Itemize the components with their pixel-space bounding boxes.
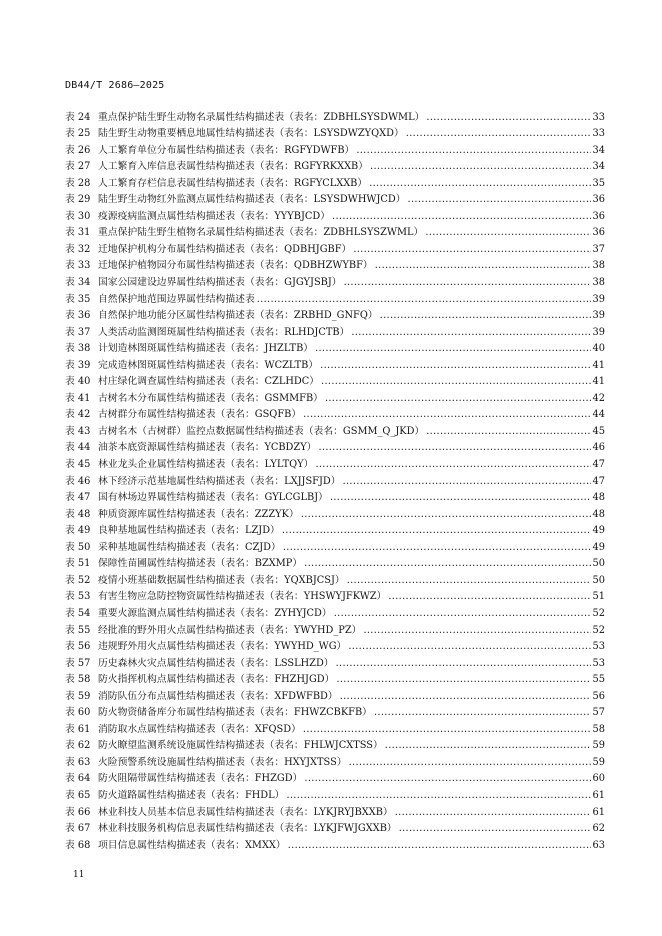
toc-entry-title: 迁地保护植物园分布属性结构描述表（表名：QDBHZWYBF） <box>98 260 373 272</box>
toc-entry-number: 表 49 <box>65 525 91 537</box>
toc-entry-number: 表 62 <box>65 740 91 752</box>
toc-entry-page: 44 <box>592 409 605 421</box>
toc-entry-title: 陆生野生动物红外监测点属性结构描述表（表名：LSYSDWHWJCD） <box>98 194 406 206</box>
toc-entry-page: 50 <box>592 558 605 570</box>
toc-entry-page: 49 <box>592 541 605 553</box>
toc-entry-title: 人工繁育入库信息表属性结构描述表（表名：RGFYRKXXB） <box>98 161 369 173</box>
toc-entry-title: 村庄绿化调查属性结构描述表（表名：CZLHDC） <box>98 376 320 388</box>
toc-entry-title: 油茶本底资源属性结构描述表（表名：YCBDZY） <box>98 442 317 454</box>
toc-entry-number: 表 59 <box>65 690 91 702</box>
toc-leader-dots <box>303 723 591 736</box>
toc-leader-dots <box>321 375 590 388</box>
toc-entry-page: 36 <box>592 210 605 222</box>
toc-entry-page: 53 <box>592 641 605 653</box>
toc-leader-dots <box>301 508 591 521</box>
toc-entry-page: 62 <box>592 823 605 835</box>
toc-entry-page: 61 <box>592 806 605 818</box>
toc-entry-number: 表 27 <box>65 161 91 173</box>
toc-entry-number: 表 34 <box>65 277 91 289</box>
toc-leader-dots <box>356 144 590 157</box>
toc-entry-title: 林业龙头企业属性结构描述表（表名：LYLTQY） <box>98 459 314 471</box>
toc-entry-title: 采种基地属性结构描述表（表名：CZJD） <box>98 541 281 553</box>
toc-entry-title: 种质资源库属性结构描述表（表名：ZZZYK） <box>98 508 299 520</box>
toc-entry-title: 林业科技服务机构信息表属性结构描述表（表名：LYKJFWJGXXB） <box>98 823 397 835</box>
toc-leader-dots <box>370 160 590 173</box>
toc-entry-title: 重点保护陆生野生动物名录属性结构描述表（表名：ZDBHLSYSDWML） <box>98 111 425 123</box>
toc-entry[interactable] <box>65 537 605 554</box>
toc-entry-title: 有害生物应急防控物资属性结构描述表（表名：YHSWYJFKWZ） <box>98 591 387 603</box>
toc-entry[interactable] <box>65 637 605 654</box>
document-header: DB44/T 2686—2025 <box>65 80 165 91</box>
toc-leader-dots <box>325 392 591 405</box>
toc-entry-number: 表 65 <box>65 789 91 801</box>
toc-entry[interactable] <box>65 190 605 207</box>
toc-entry-page: 61 <box>592 789 605 801</box>
toc-entry-number: 表 68 <box>65 839 91 851</box>
toc-entry-title: 消防队伍分布点属性结构描述表（表名：XFDWFBD） <box>98 690 338 702</box>
toc-entry-number: 表 55 <box>65 624 91 636</box>
toc-leader-dots <box>336 673 590 686</box>
toc-entry-number: 表 28 <box>65 177 91 189</box>
toc-entry-number: 表 60 <box>65 707 91 719</box>
toc-leader-dots <box>399 822 591 835</box>
toc-entry-page: 40 <box>592 343 605 355</box>
toc-leader-dots <box>330 491 591 504</box>
toc-entry-page: 60 <box>592 773 605 785</box>
toc-entry-page: 59 <box>592 756 605 768</box>
toc-leader-dots <box>408 193 591 206</box>
toc-entry-number: 表 47 <box>65 492 91 504</box>
toc-entry[interactable] <box>65 107 605 124</box>
toc-leader-dots <box>349 756 591 769</box>
toc-entry-page: 63 <box>592 839 605 851</box>
toc-entry-title: 防火瞭望监测系统设施属性结构描述表（表名：FHLWJCXTSS） <box>98 740 383 752</box>
toc-leader-dots <box>336 657 591 670</box>
toc-entry-page: 37 <box>592 243 605 255</box>
toc-entry-number: 表 61 <box>65 723 91 735</box>
toc-entry[interactable] <box>65 554 605 571</box>
toc-entry-title: 历史森林火灾点属性结构描述表（表名：LSSLHZD） <box>98 657 334 669</box>
toc-entry-page: 38 <box>592 260 605 272</box>
toc-leader-dots <box>320 359 590 372</box>
table-of-contents <box>65 107 605 852</box>
toc-entry-page: 39 <box>592 310 605 322</box>
toc-entry-title: 经批准的野外用火点属性结构描述表（表名：YWYHD_PZ） <box>98 624 362 636</box>
toc-entry-title: 消防取水点属性结构描述表（表名：XFQSD） <box>98 723 301 735</box>
toc-entry-title: 陆生野生动物重要栖息地属性结构描述表（表名：LSYSDWZYQXD） <box>98 128 404 140</box>
toc-entry-page: 39 <box>592 293 605 305</box>
toc-leader-dots <box>375 259 591 272</box>
toc-leader-dots <box>340 690 591 703</box>
toc-entry-page: 59 <box>592 740 605 752</box>
toc-entry-title: 防火阻隔带属性结构描述表（表名：FHZGD） <box>98 773 303 785</box>
toc-entry-page: 48 <box>592 508 605 520</box>
toc-entry[interactable] <box>65 769 605 786</box>
toc-entry-page: 35 <box>592 177 605 189</box>
toc-leader-dots <box>426 425 590 438</box>
toc-entry-page: 47 <box>592 475 605 487</box>
toc-entry[interactable] <box>65 223 605 240</box>
toc-entry[interactable] <box>65 206 605 223</box>
toc-entry[interactable] <box>65 653 605 670</box>
toc-leader-dots <box>363 624 590 637</box>
toc-leader-dots <box>286 789 590 802</box>
toc-leader-dots <box>348 640 590 653</box>
toc-entry[interactable] <box>65 703 605 720</box>
toc-leader-dots <box>388 590 590 603</box>
toc-entry-title: 古树名木（古树群）监控点数据属性结构描述表（表名：GSMM_Q_JKD） <box>98 425 425 437</box>
toc-leader-dots <box>351 326 590 339</box>
toc-entry[interactable] <box>65 339 605 356</box>
toc-entry-title: 林业科技人员基本信息表属性结构描述表（表名：LYKJRYJBXXB） <box>98 806 393 818</box>
toc-entry[interactable] <box>65 405 605 422</box>
toc-entry[interactable] <box>65 504 605 521</box>
toc-leader-dots <box>369 177 590 190</box>
toc-entry[interactable] <box>65 802 605 819</box>
toc-entry[interactable] <box>65 355 605 372</box>
toc-leader-dots <box>304 557 590 570</box>
toc-leader-dots <box>283 541 591 554</box>
toc-entry[interactable] <box>65 157 605 174</box>
toc-entry[interactable] <box>65 239 605 256</box>
toc-entry-page: 50 <box>592 574 605 586</box>
toc-entry-number: 表 56 <box>65 641 91 653</box>
toc-entry[interactable] <box>65 322 605 339</box>
toc-entry-title: 良种基地属性结构描述表（表名：LZJD） <box>98 525 280 537</box>
toc-entry-page: 55 <box>592 674 605 686</box>
toc-leader-dots <box>332 210 591 223</box>
toc-entry-title: 重点保护陆生野生植物名录属性结构描述表（表名：ZDBHLSYSZWML） <box>98 227 424 239</box>
toc-entry-title: 自然保护地功能分区属性结构描述表（表名：ZRBHD_GNFQ） <box>98 310 378 322</box>
toc-entry[interactable] <box>65 454 605 471</box>
toc-entry-number: 表 32 <box>65 243 91 255</box>
toc-entry-number: 表 24 <box>65 111 91 123</box>
toc-entry[interactable] <box>65 752 605 769</box>
page-number: 11 <box>73 870 85 880</box>
toc-entry[interactable] <box>65 173 605 190</box>
toc-entry-number: 表 29 <box>65 194 91 206</box>
toc-leader-dots <box>343 475 591 488</box>
toc-entry-title: 疫情小班基础数据属性结构描述表（表名：YQXBJCSJ） <box>98 574 345 586</box>
toc-entry-number: 表 26 <box>65 144 91 156</box>
toc-entry-title: 保障性苗圃属性结构描述表（表名：BZXMP） <box>98 558 303 570</box>
toc-entry[interactable] <box>65 835 605 852</box>
toc-entry-page: 36 <box>592 227 605 239</box>
toc-leader-dots <box>315 458 590 471</box>
toc-entry-page: 46 <box>592 442 605 454</box>
toc-entry-number: 表 37 <box>65 326 91 338</box>
toc-leader-dots <box>426 111 590 124</box>
toc-entry-page: 51 <box>592 591 605 603</box>
toc-entry-page: 58 <box>592 723 605 735</box>
toc-entry-title: 国家公园建设边界属性结构描述表（表名：GJGYJSBJ） <box>98 277 342 289</box>
toc-leader-dots <box>288 839 591 852</box>
toc-leader-dots <box>395 806 591 819</box>
toc-entry[interactable] <box>65 438 605 455</box>
toc-entry-title: 重要火源监测点属性结构描述表（表名：ZYHYJCD） <box>98 607 332 619</box>
toc-entry-title: 人类活动监测图斑属性结构描述表（表名：RLHDJCTB） <box>98 326 350 338</box>
toc-entry[interactable] <box>65 719 605 736</box>
toc-entry-title: 人工繁育存栏信息表属性结构描述表（表名：RGFYCLXXB） <box>98 177 368 189</box>
toc-entry-page: 33 <box>592 111 605 123</box>
toc-entry-title: 迁地保护机构分布属性结构描述表（表名：QDBHJGBF） <box>98 243 352 255</box>
toc-entry[interactable] <box>65 272 605 289</box>
toc-entry-title: 古树群分布属性结构描述表（表名：GSQFB） <box>98 409 302 421</box>
toc-leader-dots <box>282 524 591 537</box>
toc-entry-title: 古树名木分布属性结构描述表（表名：GSMMFB） <box>98 392 323 404</box>
toc-leader-dots <box>257 293 591 306</box>
toc-entry-page: 56 <box>592 690 605 702</box>
toc-entry-title: 火险预警系统设施属性结构描述表（表名：HXYJXTSS） <box>98 756 347 768</box>
toc-entry-number: 表 35 <box>65 293 91 305</box>
toc-entry[interactable] <box>65 521 605 538</box>
toc-entry[interactable] <box>65 587 605 604</box>
toc-entry[interactable] <box>65 488 605 505</box>
toc-entry-title: 违规野外用火点属性结构描述表（表名：YWYHD_WG） <box>98 641 347 653</box>
toc-leader-dots <box>315 342 590 355</box>
toc-entry-number: 表 64 <box>65 773 91 785</box>
toc-entry-page: 52 <box>592 607 605 619</box>
toc-entry-page: 42 <box>592 392 605 404</box>
toc-entry-number: 表 54 <box>65 607 91 619</box>
toc-entry[interactable] <box>65 306 605 323</box>
toc-entry-number: 表 38 <box>65 343 91 355</box>
toc-entry-number: 表 67 <box>65 823 91 835</box>
toc-entry-page: 34 <box>592 161 605 173</box>
toc-leader-dots <box>425 226 590 239</box>
toc-leader-dots <box>347 574 591 587</box>
toc-entry-title: 林下经济示范基地属性结构描述表（表名：LXJJSFJD） <box>98 475 341 487</box>
toc-entry-title: 疫源疫病监测点属性结构描述表（表名：YYYBJCD） <box>98 210 331 222</box>
toc-entry[interactable] <box>65 256 605 273</box>
toc-entry[interactable] <box>65 372 605 389</box>
toc-entry-number: 表 66 <box>65 806 91 818</box>
toc-entry-page: 49 <box>592 525 605 537</box>
toc-entry-title: 防火物资储备库分布属性结构描述表（表名：FHWZCBKFB） <box>98 707 372 719</box>
toc-entry-number: 表 36 <box>65 310 91 322</box>
toc-entry-page: 36 <box>592 194 605 206</box>
toc-entry-title: 项目信息属性结构描述表（表名：XMXX） <box>98 839 286 851</box>
toc-entry-title: 人工繁育单位分布属性结构描述表（表名：RGFYDWFB） <box>98 144 355 156</box>
toc-entry-number: 表 44 <box>65 442 91 454</box>
toc-leader-dots <box>374 706 591 719</box>
toc-entry-title: 计划造林图斑属性结构描述表（表名：JHZLTB） <box>98 343 314 355</box>
toc-entry[interactable] <box>65 736 605 753</box>
toc-entry-page: 52 <box>592 624 605 636</box>
toc-entry-page: 34 <box>592 144 605 156</box>
toc-entry[interactable] <box>65 289 605 306</box>
toc-entry-number: 表 33 <box>65 260 91 272</box>
toc-entry-title: 完成造林图斑属性结构描述表（表名：WCZLTB） <box>98 359 319 371</box>
toc-entry-number: 表 39 <box>65 359 91 371</box>
toc-leader-dots <box>380 309 591 322</box>
toc-entry[interactable] <box>65 570 605 587</box>
toc-entry-page: 47 <box>592 459 605 471</box>
toc-entry-number: 表 53 <box>65 591 91 603</box>
toc-entry[interactable] <box>65 603 605 620</box>
toc-entry-title: 防火道路属性结构描述表（表名：FHDL） <box>98 789 285 801</box>
toc-entry-title: 国有林场边界属性结构描述表（表名：GYLCGLBJ） <box>98 492 328 504</box>
toc-entry-number: 表 52 <box>65 574 91 586</box>
toc-entry[interactable] <box>65 388 605 405</box>
toc-entry-page: 53 <box>592 657 605 669</box>
toc-entry-number: 表 42 <box>65 409 91 421</box>
toc-entry-number: 表 30 <box>65 210 91 222</box>
toc-entry-page: 45 <box>592 425 605 437</box>
toc-entry-number: 表 50 <box>65 541 91 553</box>
toc-leader-dots <box>318 441 590 454</box>
toc-entry-page: 57 <box>592 707 605 719</box>
toc-entry[interactable] <box>65 785 605 802</box>
toc-leader-dots <box>304 772 590 785</box>
toc-leader-dots <box>406 127 591 140</box>
toc-entry[interactable] <box>65 124 605 141</box>
toc-entry-number: 表 58 <box>65 674 91 686</box>
toc-entry-page: 39 <box>592 326 605 338</box>
toc-entry-number: 表 25 <box>65 128 91 140</box>
toc-entry-page: 33 <box>592 128 605 140</box>
toc-entry-number: 表 41 <box>65 392 91 404</box>
toc-entry-number: 表 57 <box>65 657 91 669</box>
toc-entry-title: 自然保护地范围边界属性结构描述表 <box>98 293 255 305</box>
toc-leader-dots <box>344 276 591 289</box>
toc-entry[interactable] <box>65 421 605 438</box>
toc-entry-number: 表 31 <box>65 227 91 239</box>
toc-entry-number: 表 40 <box>65 376 91 388</box>
toc-entry[interactable] <box>65 471 605 488</box>
toc-entry-number: 表 46 <box>65 475 91 487</box>
toc-entry[interactable] <box>65 140 605 157</box>
toc-leader-dots <box>353 243 590 256</box>
toc-entry-number: 表 63 <box>65 756 91 768</box>
toc-leader-dots <box>385 739 591 752</box>
toc-entry-page: 41 <box>592 359 605 371</box>
toc-entry[interactable] <box>65 670 605 687</box>
toc-entry-page: 48 <box>592 492 605 504</box>
toc-entry-number: 表 45 <box>65 459 91 471</box>
toc-entry-title: 防火指挥机构点属性结构描述表（表名：FHZHJGD） <box>98 674 335 686</box>
toc-leader-dots <box>303 408 590 421</box>
toc-entry[interactable] <box>65 686 605 703</box>
toc-entry-page: 38 <box>592 277 605 289</box>
toc-entry-number: 表 51 <box>65 558 91 570</box>
toc-entry-number: 表 48 <box>65 508 91 520</box>
toc-leader-dots <box>334 607 591 620</box>
toc-entry[interactable] <box>65 620 605 637</box>
toc-entry-page: 41 <box>592 376 605 388</box>
toc-entry[interactable] <box>65 819 605 836</box>
toc-entry-number: 表 43 <box>65 425 91 437</box>
